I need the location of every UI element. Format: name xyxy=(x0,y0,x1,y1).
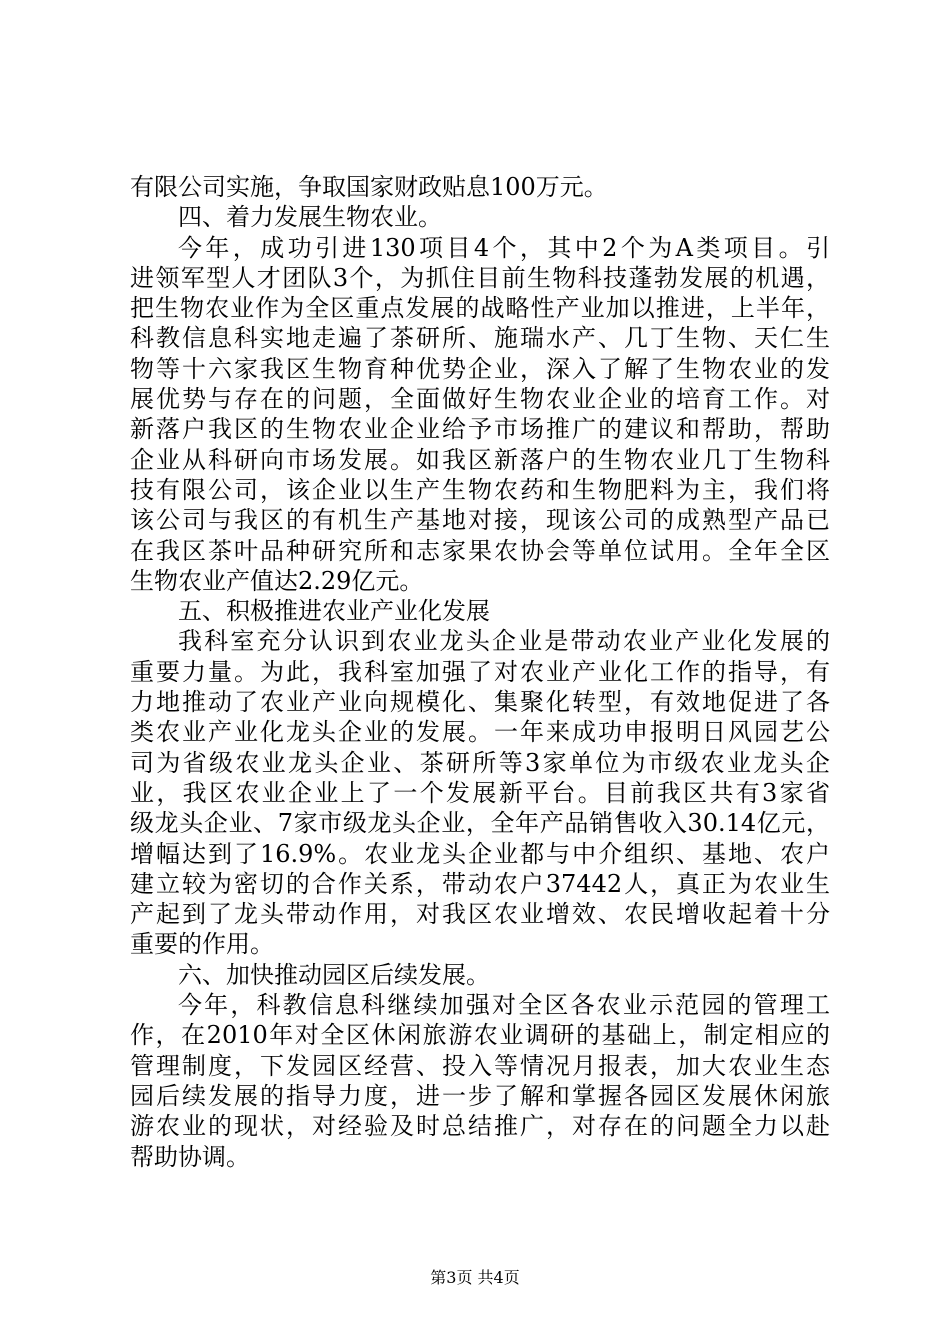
document-body xyxy=(130,172,830,1172)
paragraph-line: 级龙头企业、7家市级龙头企业，全年产品销售收入30.14亿元， xyxy=(130,809,830,838)
paragraph-line: 增幅达到了16.9%。农业龙头企业都与中介组织、基地、农户 xyxy=(130,839,830,868)
paragraph-line: 生物农业产值达2.29亿元。 xyxy=(130,566,424,595)
paragraph-line: 作，在2010年对全区休闲旅游农业调研的基础上，制定相应的 xyxy=(130,1021,830,1050)
paragraph-line: 技有限公司，该企业以生产生物农药和生物肥料为主，我们将 xyxy=(130,475,830,504)
paragraph-line: 今年，成功引进130项目4个，其中2个为A类项目。引 xyxy=(178,233,830,262)
paragraph-line: 建立较为密切的合作关系，带动农户37442人，真正为农业生 xyxy=(130,869,830,898)
paragraph-line: 企业从科研向市场发展。如我区新落户的生物农业几丁生物科 xyxy=(130,445,830,474)
paragraph-line: 司为省级农业龙头企业、茶研所等3家单位为市级农业龙头企 xyxy=(130,748,830,777)
paragraph-line: 今年，科教信息科继续加强对全区各农业示范园的管理工 xyxy=(178,991,830,1020)
paragraph-line: 科教信息科实地走遍了茶研所、施瑞水产、几丁生物、天仁生 xyxy=(130,324,830,353)
section-heading: 五、积极推进农业产业化发展 xyxy=(178,597,490,626)
paragraph-line: 有限公司实施，争取国家财政贴息100万元。 xyxy=(130,173,608,201)
paragraph-line: 我科室充分认识到农业龙头企业是带动农业产业化发展的 xyxy=(178,627,830,656)
section-heading: 六、加快推动园区后续发展。 xyxy=(178,960,490,989)
paragraph-line: 展优势与存在的问题，全面做好生物农业企业的培育工作。对 xyxy=(130,385,830,414)
page-footer xyxy=(0,1268,950,1288)
paragraph-line: 新落户我区的生物农业企业给予市场推广的建议和帮助，帮助 xyxy=(130,415,830,444)
paragraph-line: 类农业产业化龙头企业的发展。一年来成功申报明日风园艺公 xyxy=(130,718,830,747)
paragraph-line: 重要的作用。 xyxy=(130,930,274,959)
paragraph-line: 力地推动了农业产业向规模化、集聚化转型，有效地促进了各 xyxy=(130,688,830,717)
paragraph-line: 把生物农业作为全区重点发展的战略性产业加以推进，上半年， xyxy=(130,294,830,323)
paragraph-line: 园后续发展的指导力度，进一步了解和掌握各园区发展休闲旅 xyxy=(130,1081,830,1110)
paragraph-line: 产起到了龙头带动作用，对我区农业增效、农民增收起着十分 xyxy=(130,900,830,929)
paragraph-line: 游农业的现状，对经验及时总结推广，对存在的问题全力以赴 xyxy=(130,1112,830,1141)
paragraph-line: 在我区茶叶品种研究所和志家果农协会等单位试用。全年全区 xyxy=(130,536,830,565)
paragraph-line: 重要力量。为此，我科室加强了对农业产业化工作的指导，有 xyxy=(130,657,830,686)
paragraph-line: 物等十六家我区生物育种优势企业，深入了解了生物农业的发 xyxy=(130,354,830,383)
section-heading: 四、着力发展生物农业。 xyxy=(178,203,442,232)
paragraph-line: 帮助协调。 xyxy=(130,1142,250,1171)
page-number-label: 第3页 共4页 xyxy=(430,1268,520,1287)
paragraph-line: 业，我区农业企业上了一个发展新平台。目前我区共有3家省 xyxy=(130,778,830,807)
paragraph-line: 该公司与我区的有机生产基地对接，现该公司的成熟型产品已 xyxy=(130,506,830,535)
paragraph-line: 进领军型人才团队3个，为抓住目前生物科技蓬勃发展的机遇， xyxy=(130,263,830,292)
paragraph-line: 管理制度，下发园区经营、投入等情况月报表，加大农业生态 xyxy=(130,1051,830,1080)
